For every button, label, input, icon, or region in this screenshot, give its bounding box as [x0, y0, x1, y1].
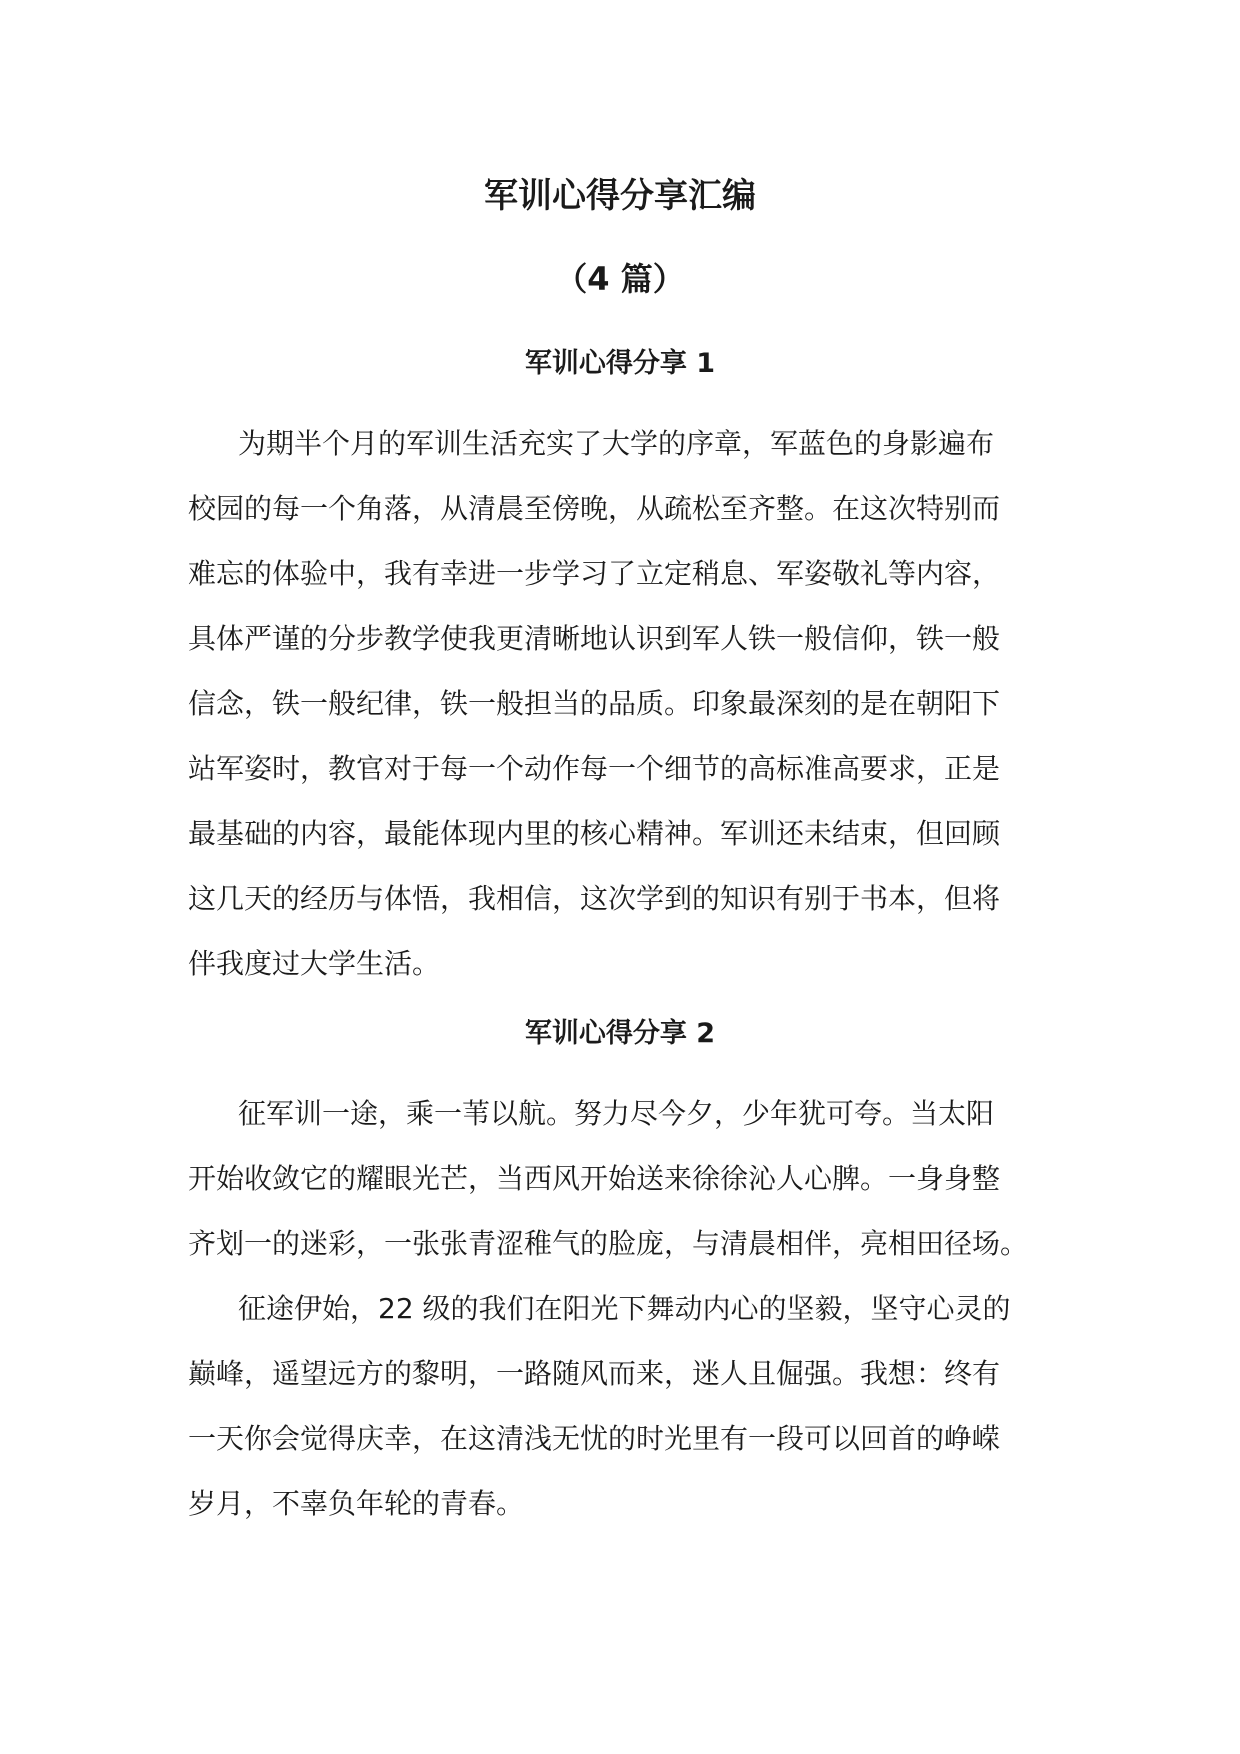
document-subtitle: （4 篇）: [555, 260, 685, 298]
document-title: 军训心得分享汇编: [484, 176, 756, 216]
paragraph-line: 这几天的经历与体悟，我相信，这次学到的知识有别于书本，但将: [188, 882, 1001, 915]
paragraph-line: 站军姿时，教官对于每一个动作每一个细节的高标准高要求，正是: [188, 752, 1001, 785]
section-heading-1: 军训心得分享 1: [524, 348, 716, 379]
paragraph-line: 一天你会觉得庆幸，在这清浅无忧的时光里有一段可以回首的峥嵘: [188, 1422, 1001, 1455]
paragraph-line: 校园的每一个角落，从清晨至傍晚，从疏松至齐整。在这次特别而: [188, 492, 1001, 525]
paragraph-line: 开始收敛它的耀眼光芒，当西风开始送来徐徐沁人心脾。一身身整: [188, 1162, 1001, 1195]
paragraph-line: 征军训一途，乘一苇以航。努力尽今夕，少年犹可夸。当太阳: [238, 1097, 995, 1130]
section-heading-2: 军训心得分享 2: [524, 1018, 716, 1049]
paragraph-line: 为期半个月的军训生活充实了大学的序章，军蓝色的身影遍布: [238, 427, 995, 460]
paragraph-line: 难忘的体验中，我有幸进一步学习了立定稍息、军姿敬礼等内容，: [188, 557, 1001, 590]
paragraph-line: 具体严谨的分步教学使我更清晰地认识到军人铁一般信仰，铁一般: [188, 622, 1001, 655]
paragraph-line: 伴我度过大学生活。: [188, 947, 441, 980]
paragraph-line: 齐划一的迷彩，一张张青涩稚气的脸庞，与清晨相伴，亮相田径场。: [188, 1227, 1029, 1260]
paragraph-line: 最基础的内容，最能体现内里的核心精神。军训还未结束，但回顾: [188, 817, 1001, 850]
paragraph-line: 岁月，不辜负年轮的青春。: [188, 1487, 525, 1520]
paragraph-line: 征途伊始，22 级的我们在阳光下舞动内心的坚毅，坚守心灵的: [238, 1292, 1011, 1325]
paragraph-line: 巅峰，遥望远方的黎明，一路随风而来，迷人且倔强。我想：终有: [188, 1357, 1001, 1390]
paragraph-line: 信念，铁一般纪律，铁一般担当的品质。印象最深刻的是在朝阳下: [188, 687, 1001, 720]
